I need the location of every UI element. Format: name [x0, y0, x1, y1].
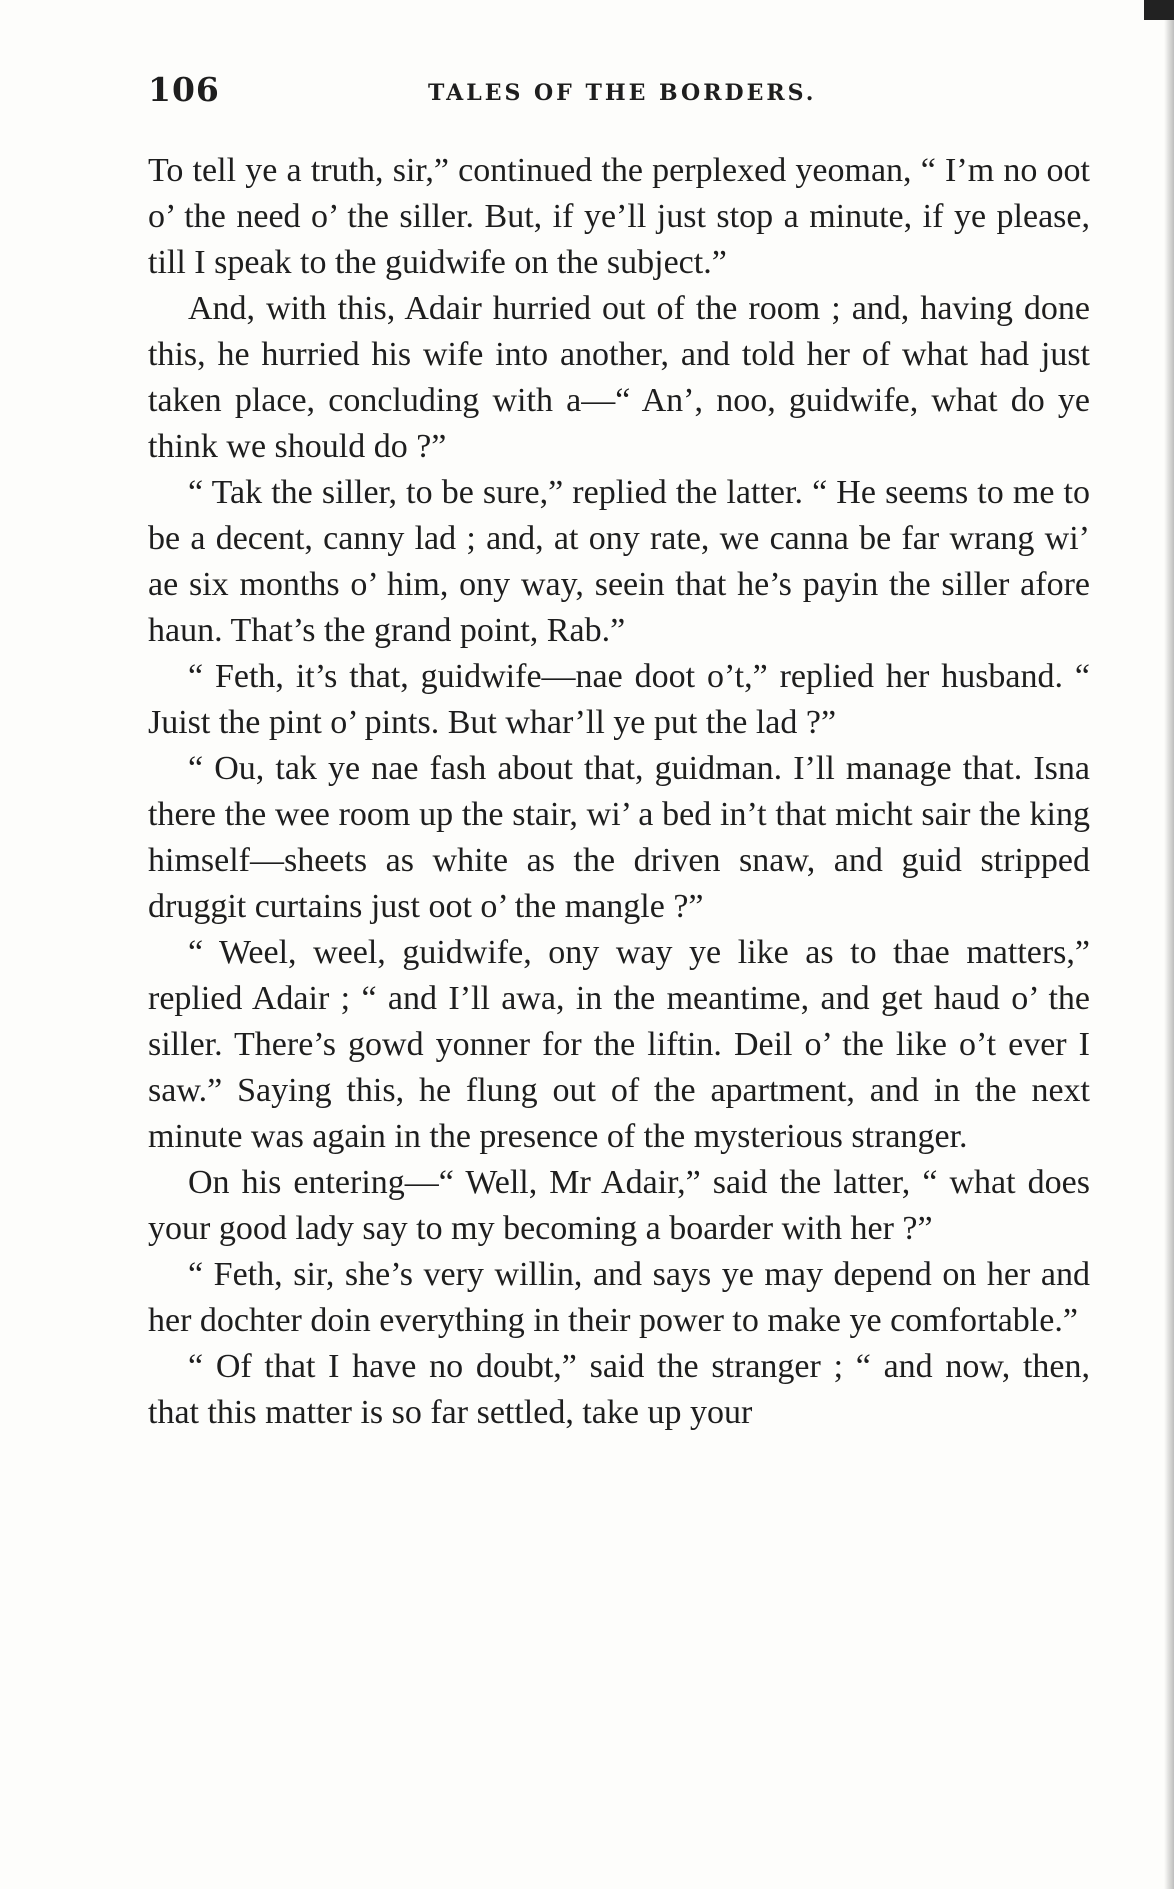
paragraph: And, with this, Adair hurried out of the room ; and, having done this, he hurried his wife into another, and told her of what had just taken place, concluding with a—“ An’, noo, guidwife, what do ye think we should do ?”	[148, 290, 1090, 465]
page-header	[148, 70, 1090, 120]
paragraph: “ Tak the siller, to be sure,” replied the latter. “ He seems to me to be a decent, canny lad ; and, at ony rate, we canna be far wrang wi’ ae six months o’ him, ony way, seein that he’s payin the siller afore haun. That’s the grand point, Rab.”	[148, 474, 1090, 649]
page-edge-shadow	[1164, 0, 1174, 1889]
page-corner-mark	[1144, 0, 1174, 20]
paragraph: “ Feth, it’s that, guidwife—nae doot o’t,” replied her husband. “ Juist the pint o’ pints. But whar’ll ye put the lad ?”	[148, 658, 1090, 741]
body-text	[148, 148, 1090, 1436]
paragraph: “ Weel, weel, guidwife, ony way ye like as to thae matters,” replied Adair ; “ and I’ll awa, in the meantime, and get haud o’ the siller. There’s gowd yonner for the liftin. Deil o’ the like o’t ever I saw.” Saying this, he flung out of the apartment, and in the next minute was again in the presence of the mysterious stranger.	[148, 934, 1090, 1155]
paragraph: On his entering—“ Well, Mr Adair,” said the latter, “ what does your good lady say to my becoming a boarder with her ?”	[148, 1164, 1090, 1247]
paragraph: To tell ye a truth, sir,” continued the perplexed yeoman, “ I’m no oot o’ the need o’ the siller. But, if ye’ll just stop a minute, if ye please, till I speak to the guidwife on the subject.”	[148, 152, 1090, 281]
paragraph: “ Of that I have no doubt,” said the stranger ; “ and now, then, that this matter is so far settled, take up your	[148, 1348, 1090, 1431]
page-number: 106	[148, 70, 220, 109]
running-head: TALES OF THE BORDERS.	[428, 80, 817, 106]
paragraph: “ Feth, sir, she’s very willin, and says ye may depend on her and her dochter doin everything in their power to make ye comfortable.”	[148, 1256, 1090, 1339]
paragraph: “ Ou, tak ye nae fash about that, guidman. I’ll manage that. Isna there the wee room up the stair, wi’ a bed in’t that micht sair the king himself—sheets as white as the driven snaw, and guid stripped druggit curtains just oot o’ the mangle ?”	[148, 750, 1090, 925]
